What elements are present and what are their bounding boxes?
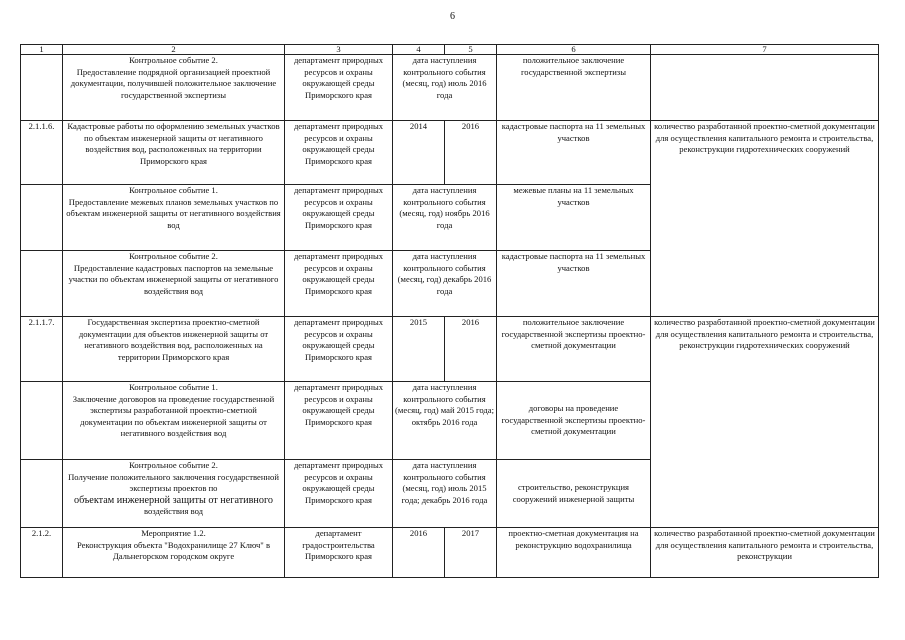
item-description [63,55,285,121]
program-table [20,44,879,578]
indicator: количество разработанной проектно-сметной документации для осуществления капитального ремонта и строительства, реконструкции гидротехнических сооружений [651,317,879,528]
expected-result: положительное заключение государственной экспертизы проектно-сметной документации [497,317,651,382]
expected-result: кадастровые паспорта на 11 земельных участков [497,121,651,185]
control-event-title: Контрольное событие 2. [129,55,218,65]
expected-result: проектно-сметная документация на реконструкцию водохранилища [497,528,651,578]
start-year: 2015 [393,317,445,382]
responsible-executor: департамент природных ресурсов и охраны окружающей среды Приморского края [285,185,393,251]
control-event-text: объектам инженерной защиты от негативного [74,494,273,506]
column-header: 4 [393,45,445,55]
end-year: 2016 [445,121,497,185]
column-header: 3 [285,45,393,55]
control-event-title: Контрольное событие 2. [129,460,218,470]
measure-title: Мероприятие 1.2. [141,528,206,538]
responsible-executor: департамент природных ресурсов и охраны окружающей среды Приморского края [285,55,393,121]
column-header: 5 [445,45,497,55]
expected-result: положительное заключение государственной экспертизы [497,55,651,121]
control-event-date: дата наступления контрольного события (месяц, год) июль 2015 года; декабрь 2016 года [393,460,497,528]
item-number [21,251,63,317]
control-event-title: Контрольное событие 1. [129,382,218,392]
column-header: 7 [651,45,879,55]
control-event-date: дата наступления контрольного события (месяц, год) май 2015 года; октябрь 2016 года [393,382,497,460]
expected-result: межевые планы на 11 земельных участков [497,185,651,251]
item-number [21,185,63,251]
item-description [63,251,285,317]
column-header: 2 [63,45,285,55]
control-event-text: Получение положительного заключения государственной экспертизы проектов по [68,471,279,494]
item-number [21,382,63,460]
control-event-date: дата наступления контрольного события (месяц, год) декабрь 2016 года [393,251,497,317]
expected-result [497,382,651,460]
start-year: 2016 [393,528,445,578]
item-description [63,460,285,528]
table-row [21,55,879,121]
item-description: Государственная экспертиза проектно-сметной документации для объектов инженерной защиты от негативного воздействия вод, расположенных на территории Приморского края [63,317,285,382]
control-event-text: Предоставление подрядной организацией проектной документации, получившей положительное заключение государственной экспертизы [70,66,277,100]
expected-result-text: договоры на проведение государственной экспертизы проектно-сметной документации [501,403,646,437]
control-event-text: воздействия вод [143,506,204,517]
expected-result-text: строительство, реконструкция сооружений инженерной защиты [512,481,635,504]
item-description [63,528,285,578]
column-header: 1 [21,45,63,55]
item-number: 2.1.2. [21,528,63,578]
control-event-text: Предоставление межевых планов земельных участков по объектам инженерной защиты от негативного воздействия вод [66,196,281,230]
responsible-executor: департамент градостроительства Приморского края [285,528,393,578]
responsible-executor: департамент природных ресурсов и охраны окружающей среды Приморского края [285,251,393,317]
item-description [63,185,285,251]
item-number [21,55,63,121]
responsible-executor: департамент природных ресурсов и охраны окружающей среды Приморского края [285,460,393,528]
column-header: 6 [497,45,651,55]
expected-result [497,460,651,528]
table-row [21,317,879,382]
control-event-title: Контрольное событие 2. [129,251,218,261]
responsible-executor: департамент природных ресурсов и охраны окружающей среды Приморского края [285,121,393,185]
control-event-text: Предоставление кадастровых паспортов на земельные участки по объектам инженерной защиты от негативного воздействия вод [68,262,279,296]
expected-result: кадастровые паспорта на 11 земельных участков [497,251,651,317]
control-event-text: Заключение договоров на проведение государственной экспертизы разработанной проектно-сметной документации по объектам инженерной защиты от негативного воздействия вод [72,393,275,439]
item-number [21,460,63,528]
page-number: 6 [450,11,455,22]
responsible-executor: департамент природных ресурсов и охраны окружающей среды Приморского края [285,382,393,460]
item-number: 2.1.1.6. [21,121,63,185]
start-year: 2014 [393,121,445,185]
responsible-executor: департамент природных ресурсов и охраны окружающей среды Приморского края [285,317,393,382]
control-event-title: Контрольное событие 1. [129,185,218,195]
table-row [21,121,879,185]
measure-text: Реконструкция объекта "Водохранилище 27 Ключ" в Дальнегорском городском округе [76,539,271,562]
control-event-date: дата наступления контрольного события (месяц, год) июль 2016 года [393,55,497,121]
item-description [63,382,285,460]
item-description: Кадастровые работы по оформлению земельных участков по объектам инженерной защиты от негативного воздействия вод, расположенных на территории Приморского края [63,121,285,185]
indicator: количество разработанной проектно-сметной документации для осуществления капитального ремонта и строительства, реконструкции [651,528,879,578]
column-number-row [21,45,879,55]
control-event-date: дата наступления контрольного события (месяц, год) ноябрь 2016 года [393,185,497,251]
indicator [651,55,879,121]
table-row [21,528,879,578]
end-year: 2016 [445,317,497,382]
indicator: количество разработанной проектно-сметной документации для осуществления капитального ремонта и строительства, реконструкции гидротехнических сооружений [651,121,879,317]
item-number: 2.1.1.7. [21,317,63,382]
end-year: 2017 [445,528,497,578]
